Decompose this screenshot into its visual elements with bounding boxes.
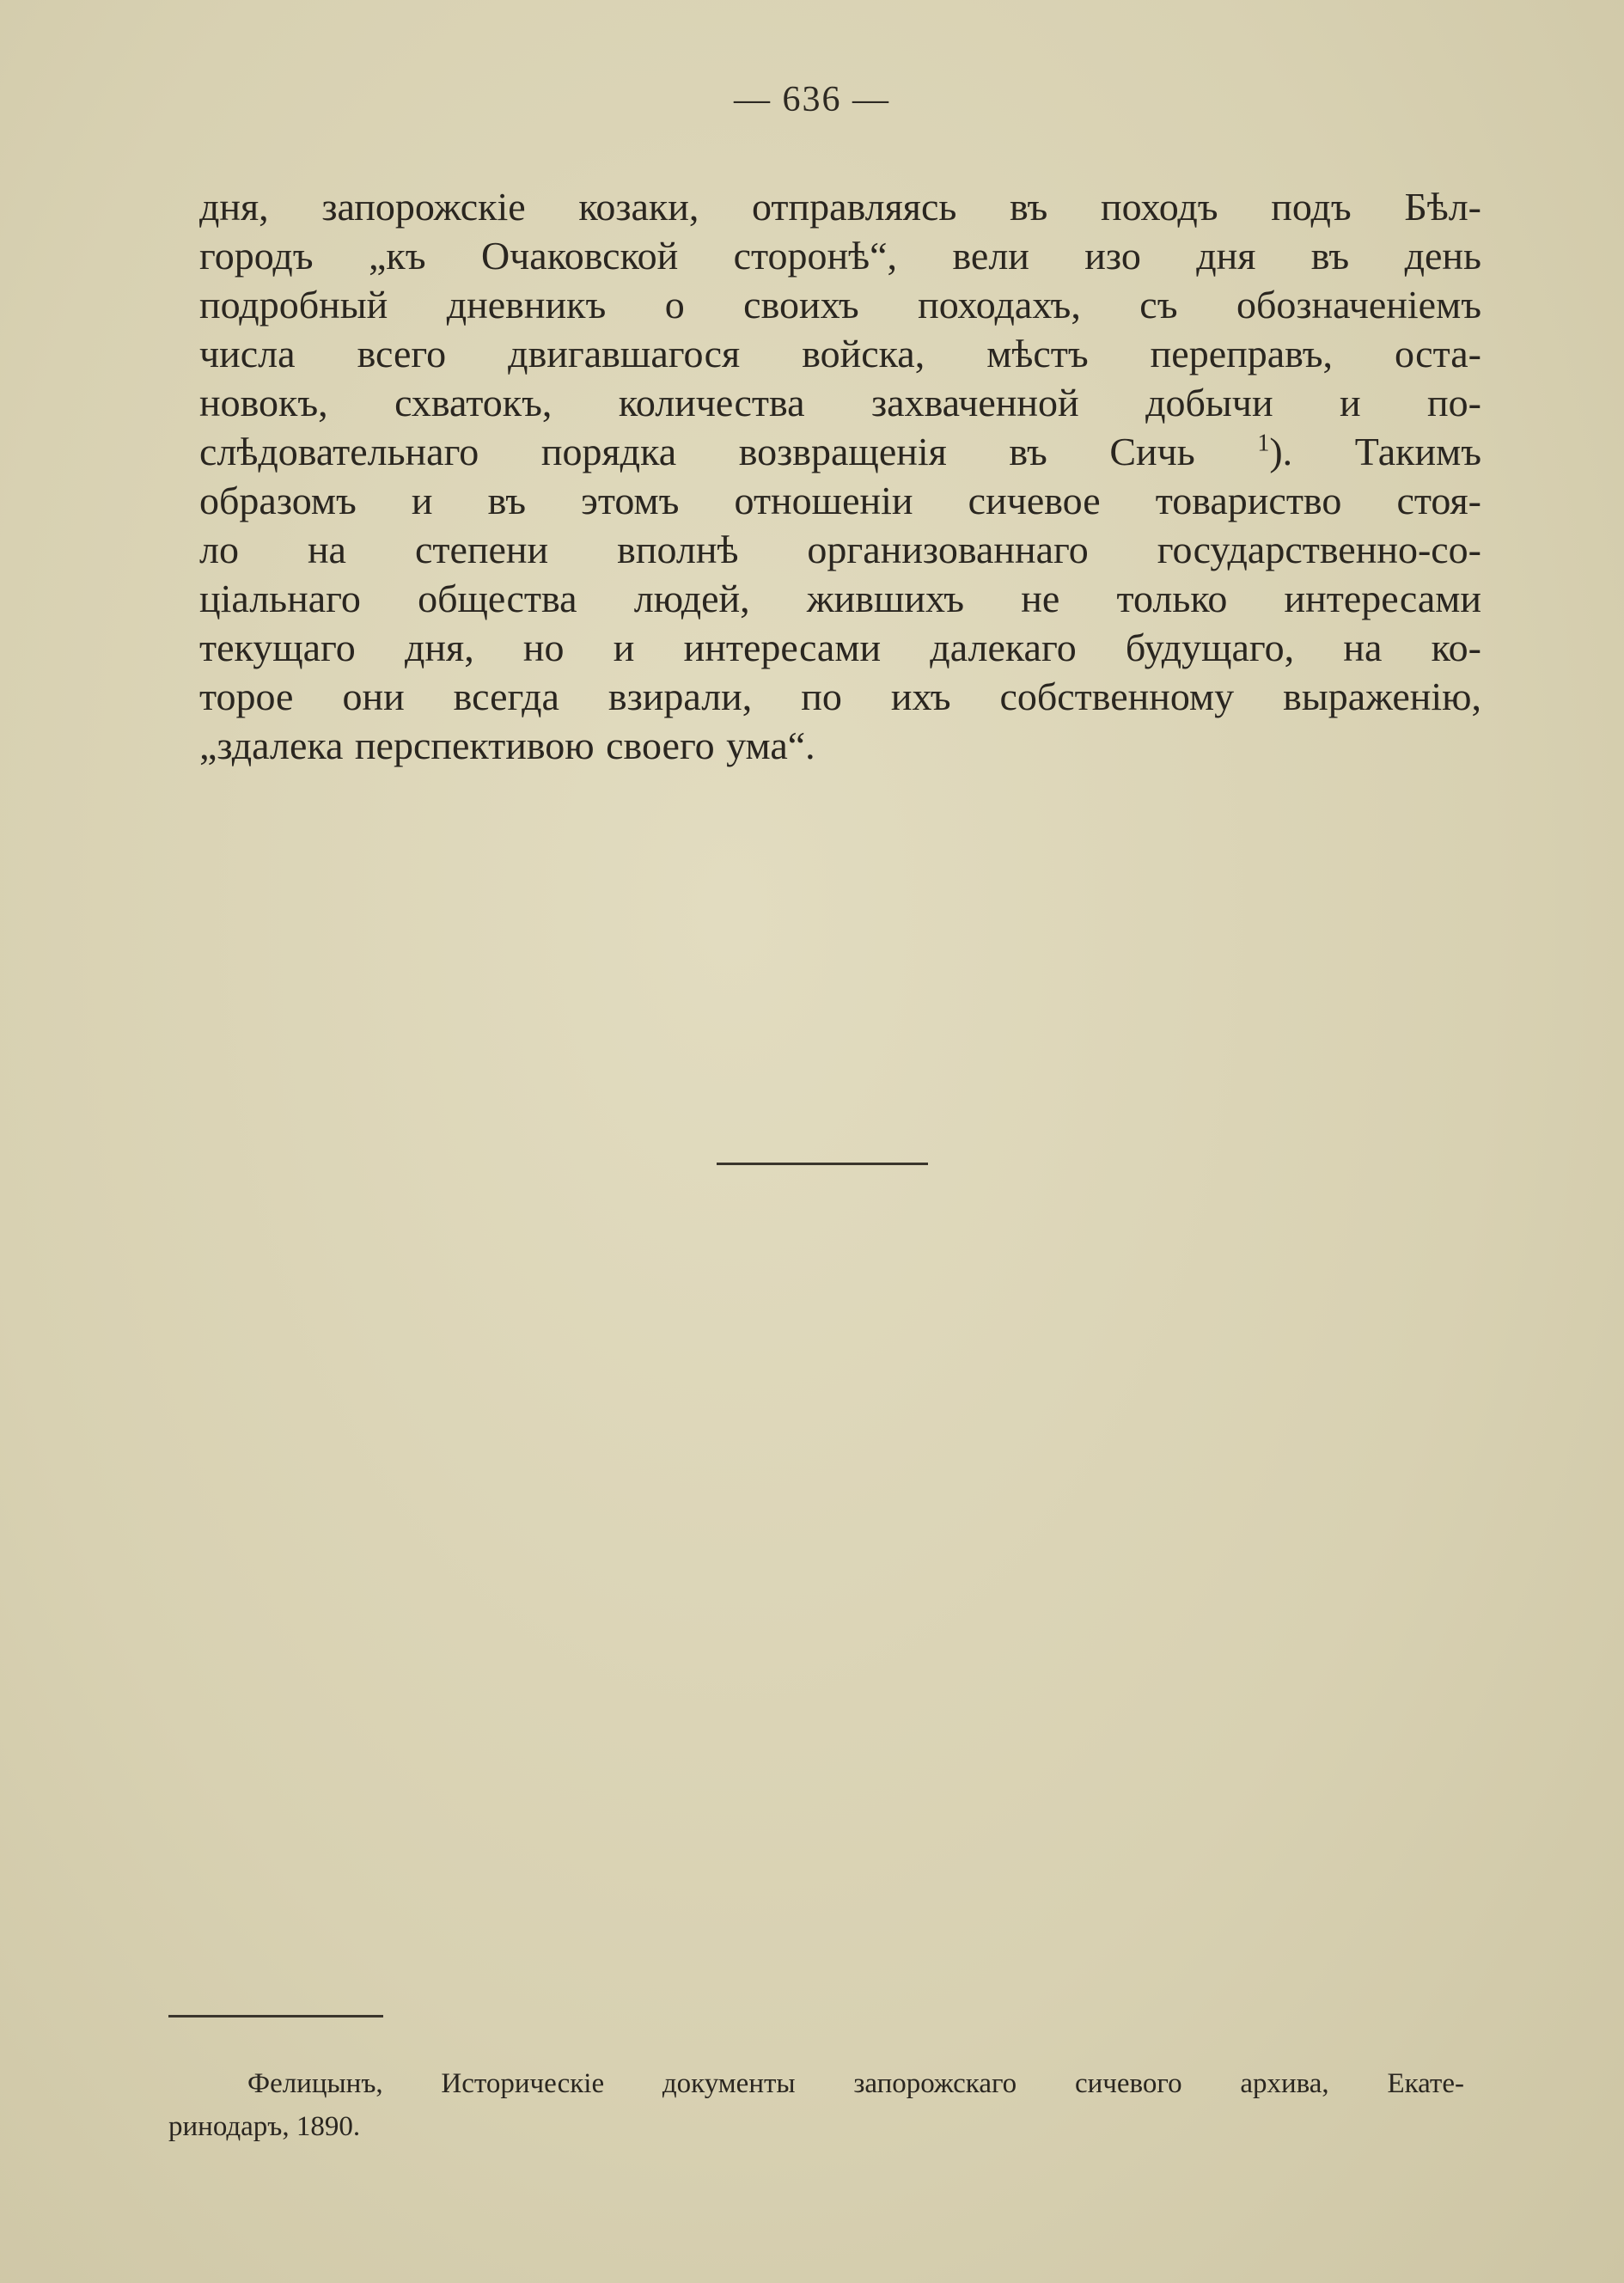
- footnote-line: ринодаръ, 1890.: [168, 2111, 361, 2142]
- text-line: торое они всегда взирали, по ихъ собственному выраженію,: [199, 675, 1481, 718]
- footnote: [168, 2062, 1464, 2148]
- text-line: дня, запорожскіе козаки, отправляясь въ походъ подъ Бѣл-: [199, 185, 1481, 229]
- footnote-divider: [168, 2015, 383, 2017]
- text-line-start: слѣдовательнаго порядка возвращенія въ Сичь: [199, 430, 1195, 473]
- text-line: ціальнаго общества людей, жившихъ не только интересами: [199, 577, 1481, 620]
- page-number: — 636 —: [734, 80, 890, 119]
- text-line: образомъ и въ этомъ отношеніи сичевое товариство стоя-: [199, 479, 1481, 522]
- body-text: [199, 182, 1481, 770]
- text-line-end: ). Такимъ: [1269, 430, 1481, 473]
- text-line: текущаго дня, но и интересами далекаго будущаго, на ко-: [199, 626, 1481, 669]
- text-line: подробный дневникъ о своихъ походахъ, съ обозначеніемъ: [199, 283, 1481, 327]
- text-line: новокъ, схватокъ, количества захваченной добычи и по-: [199, 381, 1481, 424]
- text-line: „здалека перспективою своего ума“.: [199, 723, 815, 767]
- text-line: числа всего двигавшагося войска, мѣстъ переправъ, оста-: [199, 332, 1481, 375]
- text-line-with-footnote: [199, 427, 1481, 476]
- section-divider: [717, 1163, 928, 1165]
- text-line: городъ „къ Очаковской сторонѣ“, вели изо дня въ день: [199, 234, 1481, 278]
- footnote-line: Фелицынъ, Историческіе документы запорожскаго сичевого архива, Екате-: [247, 2068, 1464, 2099]
- text-line: ло на степени вполнѣ организованнаго государственно-со-: [199, 528, 1481, 571]
- footnote-marker: 1: [1257, 430, 1270, 457]
